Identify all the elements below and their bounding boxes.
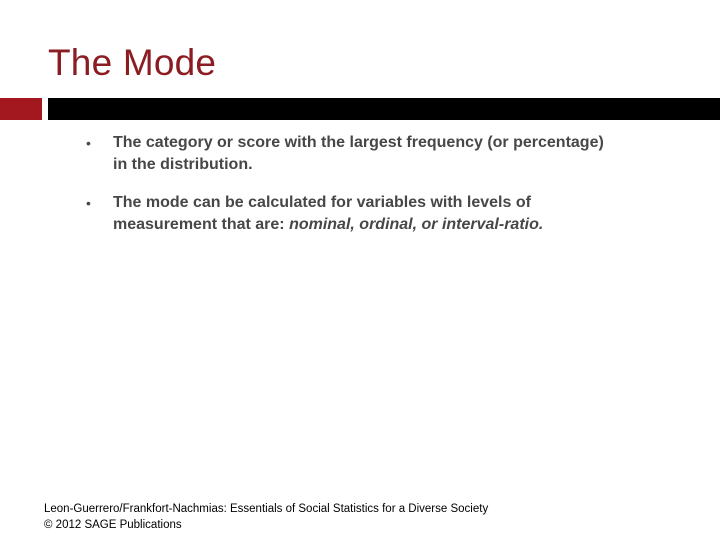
bullet-text-levels: [113, 192, 606, 236]
slide-title: The Mode: [48, 42, 217, 83]
bullet-list: [86, 132, 606, 252]
accent-block: [0, 98, 42, 120]
bullet-text-definition: The category or score with the largest frequency (or percentage) in the distribution.: [113, 134, 604, 173]
bullet-text-levels-plain: The mode can be calculated for variables with levels of measurement that are:: [113, 194, 531, 233]
footer-line-copyright: © 2012 SAGE Publications: [44, 519, 182, 531]
bullet-marker: •: [86, 135, 91, 151]
bullet-marker: •: [86, 195, 91, 211]
bullet-item-definition: [86, 132, 606, 176]
footer-line-source: Leon-Guerrero/Frankfort-Nachmias: Essentials of Social Statistics for a Diverse Society: [44, 503, 489, 515]
bullet-item-levels: [86, 192, 606, 236]
footer-citation: [44, 501, 488, 533]
bullet-text-levels-italic: nominal, ordinal, or interval-ratio.: [289, 216, 544, 233]
title-rule-bar: [48, 98, 720, 120]
